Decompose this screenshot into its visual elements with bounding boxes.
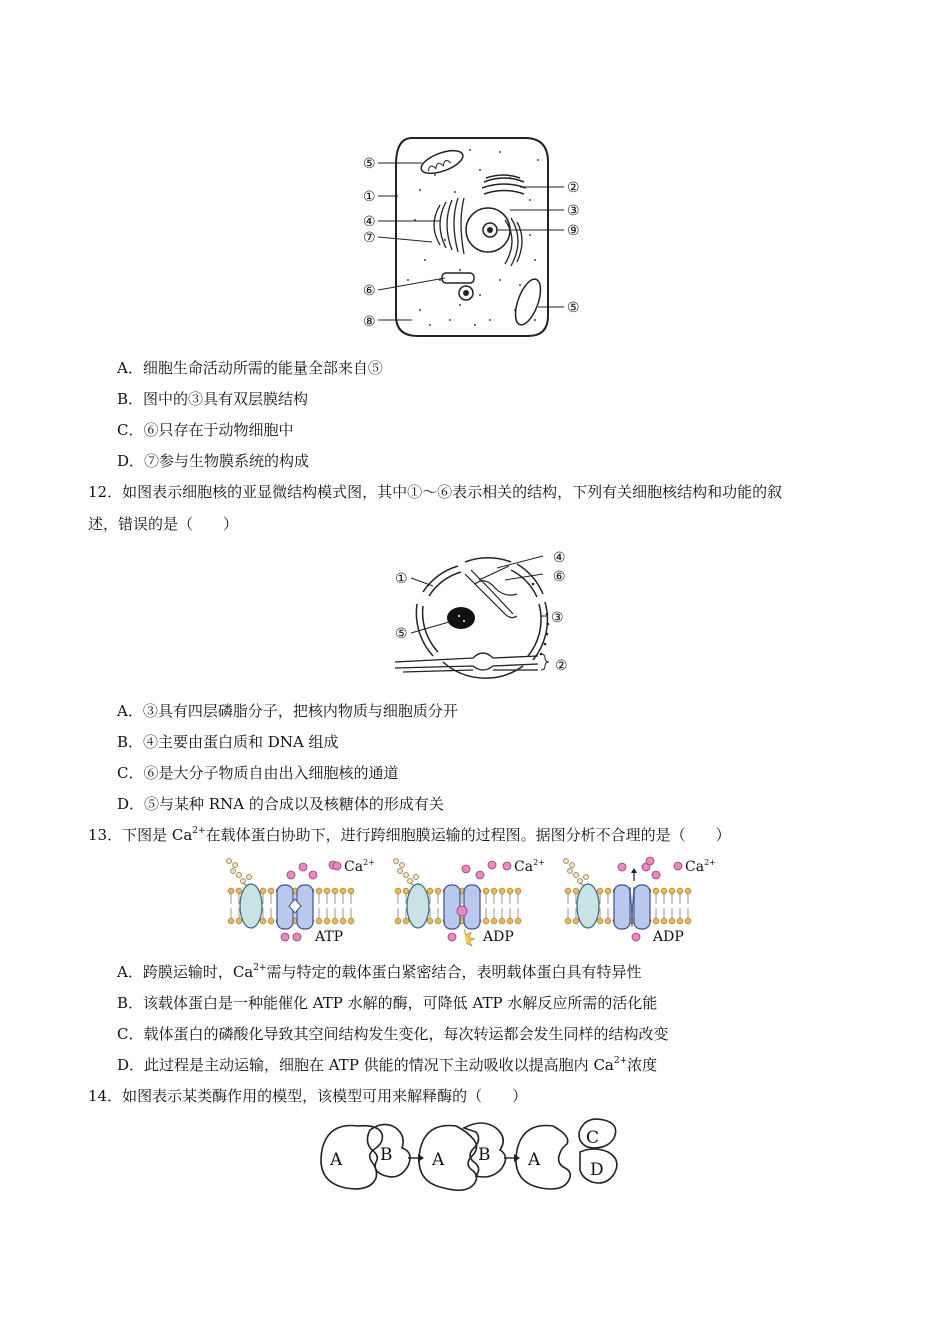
enzyme-model-diagram bbox=[318, 1118, 633, 1198]
q12-option-b[interactable]: B．④主要由蛋白质和 DNA 组成 bbox=[117, 733, 339, 751]
label-1: ① bbox=[363, 189, 376, 205]
nucleus-label-4: ④ bbox=[553, 550, 566, 566]
cell-diagram bbox=[360, 130, 600, 342]
q11-option-d[interactable]: D．⑦参与生物膜系统的构成 bbox=[117, 452, 310, 470]
enzyme-label-a1: A bbox=[330, 1150, 343, 1170]
q13-option-c[interactable]: C．载体蛋白的磷酸化导致其空间结构发生变化，每次转运都会发生同样的结构改变 bbox=[117, 1025, 669, 1043]
nucleus-label-6: ⑥ bbox=[553, 569, 566, 585]
enzyme-label-a2: A bbox=[432, 1150, 445, 1170]
q11-option-b[interactable]: B．图中的③具有双层膜结构 bbox=[117, 390, 309, 408]
label-2: ② bbox=[567, 180, 580, 196]
q12-option-a[interactable]: A．③具有四层磷脂分子，把核内物质与细胞质分开 bbox=[117, 702, 458, 720]
q12-stem-line1: 12．如图表示细胞核的亚显微结构模式图，其中①～⑥表示相关的结构，下列有关细胞核结构和功能的叙 bbox=[88, 483, 783, 501]
q13-option-d[interactable]: D．此过程是主动运输，细胞在 ATP 供能的情况下主动吸收以提高胞内 $Ca^{2+}$浓度 bbox=[117, 1056, 658, 1074]
substrate-label-b1: B bbox=[380, 1145, 393, 1165]
q11-option-a[interactable]: A．细胞生命活动所需的能量全部来自⑤ bbox=[117, 359, 383, 377]
q13-stem: 13．下图是 $Ca^{2+}$在载体蛋白协助下，进行跨细胞膜运输的过程图。据图分析不合理的是（ ） bbox=[88, 826, 731, 844]
q13-option-b[interactable]: B．该载体蛋白是一种能催化 ATP 水解的酶，可降低 ATP 水解反应所需的活化能 bbox=[117, 994, 658, 1012]
substrate-label-b2: B bbox=[478, 1145, 491, 1165]
label-7: ⑦ bbox=[363, 230, 376, 246]
q14-stem: 14．如图表示某类酶作用的模型，该模型可用来解释酶的（ ） bbox=[88, 1087, 528, 1105]
ca-label-2: $Ca^{2+}$ bbox=[514, 858, 545, 875]
label-6: ⑥ bbox=[363, 283, 376, 299]
atp-label: ATP bbox=[315, 929, 344, 945]
label-5b: ⑤ bbox=[567, 300, 580, 316]
nucleus-label-1: ① bbox=[395, 571, 408, 587]
nucleus-label-5: ⑤ bbox=[395, 626, 408, 642]
nucleus-label-3: ③ bbox=[551, 610, 564, 626]
label-5a: ⑤ bbox=[363, 156, 376, 172]
adp-label-1: ADP bbox=[483, 929, 514, 945]
adp-label-2: ADP bbox=[653, 929, 684, 945]
nucleus-diagram bbox=[393, 544, 593, 684]
ca-transport-diagram bbox=[225, 853, 730, 948]
enzyme-label-a3: A bbox=[528, 1150, 541, 1170]
q12-stem-line2: 述，错误的是（ ） bbox=[88, 515, 239, 533]
ca-label-3: $Ca^{2+}$ bbox=[685, 858, 716, 875]
q11-option-c[interactable]: C．⑥只存在于动物细胞中 bbox=[117, 421, 294, 439]
ca-label-1: $Ca^{2+}$ bbox=[344, 858, 375, 875]
product-label-d: D bbox=[590, 1160, 604, 1180]
q12-option-d[interactable]: D．⑤与某种 RNA 的合成以及核糖体的形成有关 bbox=[117, 795, 444, 813]
label-9: ⑨ bbox=[567, 223, 580, 239]
q12-option-c[interactable]: C．⑥是大分子物质自由出入细胞核的通道 bbox=[117, 764, 399, 782]
label-8: ⑧ bbox=[363, 314, 376, 330]
q13-option-a[interactable]: A．跨膜运输时，$Ca^{2+}$需与特定的载体蛋白紧密结合，表明载体蛋白具有特异性 bbox=[117, 963, 642, 981]
label-4: ④ bbox=[363, 214, 376, 230]
nucleus-label-2: ② bbox=[555, 658, 568, 674]
label-3: ③ bbox=[567, 203, 580, 219]
product-label-c: C bbox=[586, 1128, 600, 1148]
